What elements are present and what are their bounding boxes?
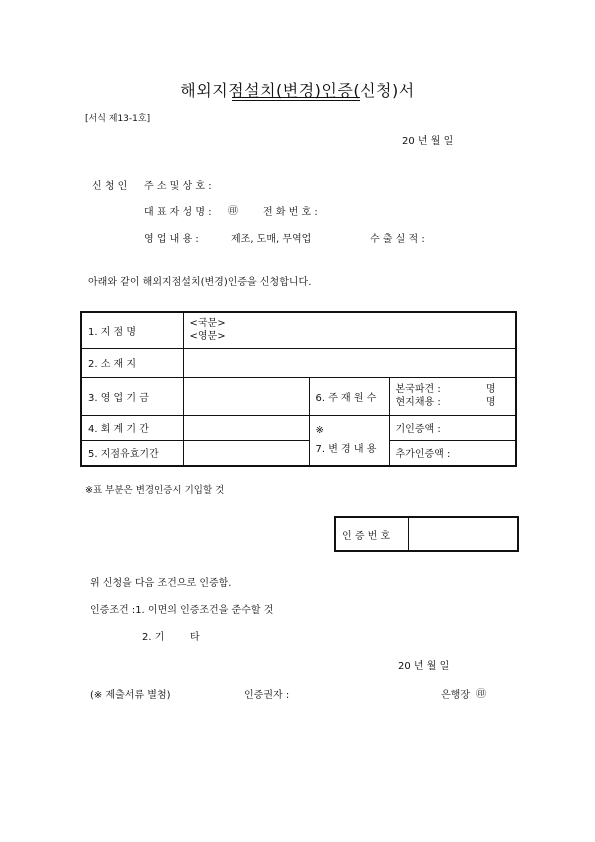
korean-name-label: <국문> <box>189 318 226 330</box>
branch-name-label: 1. 지 점 명 <box>81 312 183 348</box>
applicant-label: 신 청 인 <box>92 181 128 192</box>
fiscal-period-label: 4. 회 계 기 간 <box>81 415 183 440</box>
dispatched-label: 본국파견 : <box>395 384 441 395</box>
additional-certified-label: 추가인증액 : <box>395 449 451 461</box>
dispatched-unit: 명 <box>485 384 496 395</box>
change-content-label: 7. 변 경 내 용 <box>315 444 377 456</box>
condition-1: 인증조건 :1. 이면의 인증조건을 준수할 것 <box>90 605 274 616</box>
staff-count-label: 6. 주 재 원 수 <box>309 377 389 415</box>
condition-2-text: 타 <box>190 632 200 643</box>
change-mark: ※ <box>315 425 324 437</box>
cert-number-label: 인 증 번 호 <box>335 517 409 551</box>
representative-label: 대 표 자 성 명 : <box>144 207 212 218</box>
prior-certified-cell[interactable] <box>389 415 516 440</box>
location-label: 2. 소 재 지 <box>81 348 183 377</box>
additional-certified-cell[interactable] <box>389 440 516 466</box>
page-title: 해외지점설치(변경)인증(신청)서 <box>180 81 415 100</box>
request-sentence: 아래와 같이 해외지점설치(변경)인증을 신청합니다. <box>88 277 312 288</box>
seal-mark: ㊞ <box>228 206 238 217</box>
fiscal-period-cell[interactable] <box>183 415 309 440</box>
attachment-note: (※ 제출서류 별첨) <box>90 690 171 701</box>
cert-number-box <box>334 516 519 552</box>
phone-label: 전 화 번 호 : <box>263 207 318 218</box>
approval-sentence: 위 신청을 다음 조건으로 인증함. <box>90 578 232 589</box>
operating-fund-cell[interactable] <box>183 377 309 415</box>
branch-name-cell[interactable] <box>183 312 516 348</box>
address-label: 주 소 및 상 호 : <box>144 181 212 192</box>
bank-president-label: 은행장 <box>441 690 470 701</box>
english-name-label: <영문> <box>189 331 226 343</box>
application-table <box>80 311 517 467</box>
staff-count-cell[interactable] <box>389 377 516 415</box>
validity-period-cell[interactable] <box>183 440 309 466</box>
location-cell[interactable] <box>183 348 516 377</box>
local-hire-label: 현지채용 : <box>395 397 441 408</box>
authority-label: 인증권자 : <box>244 690 290 701</box>
local-hire-unit: 명 <box>485 397 496 408</box>
date-top: 20 년 월 일 <box>402 136 454 147</box>
export-label: 수 출 실 적 : <box>370 234 425 245</box>
business-value: 제조, 도매, 무역업 <box>231 234 312 245</box>
table-note: ※표 부분은 변경인증시 기입할 것 <box>85 485 225 496</box>
cert-number-cell[interactable] <box>409 517 519 551</box>
date-bottom: 20 년 월 일 <box>398 661 450 672</box>
operating-fund-label: 3. 영 업 기 금 <box>81 377 183 415</box>
bank-seal-mark: ㊞ <box>476 689 486 700</box>
form-number: [서식 제13-1호] <box>85 114 151 124</box>
condition-2-number: 2. 기 <box>142 632 165 643</box>
prior-certified-label: 기인증액 : <box>395 424 441 435</box>
title-underline <box>232 97 360 98</box>
validity-period-label: 5. 지점유효기간 <box>81 440 183 466</box>
title-underline-double <box>232 100 360 101</box>
change-content-label-cell <box>309 415 389 466</box>
business-label: 영 업 내 용 : <box>144 234 199 245</box>
